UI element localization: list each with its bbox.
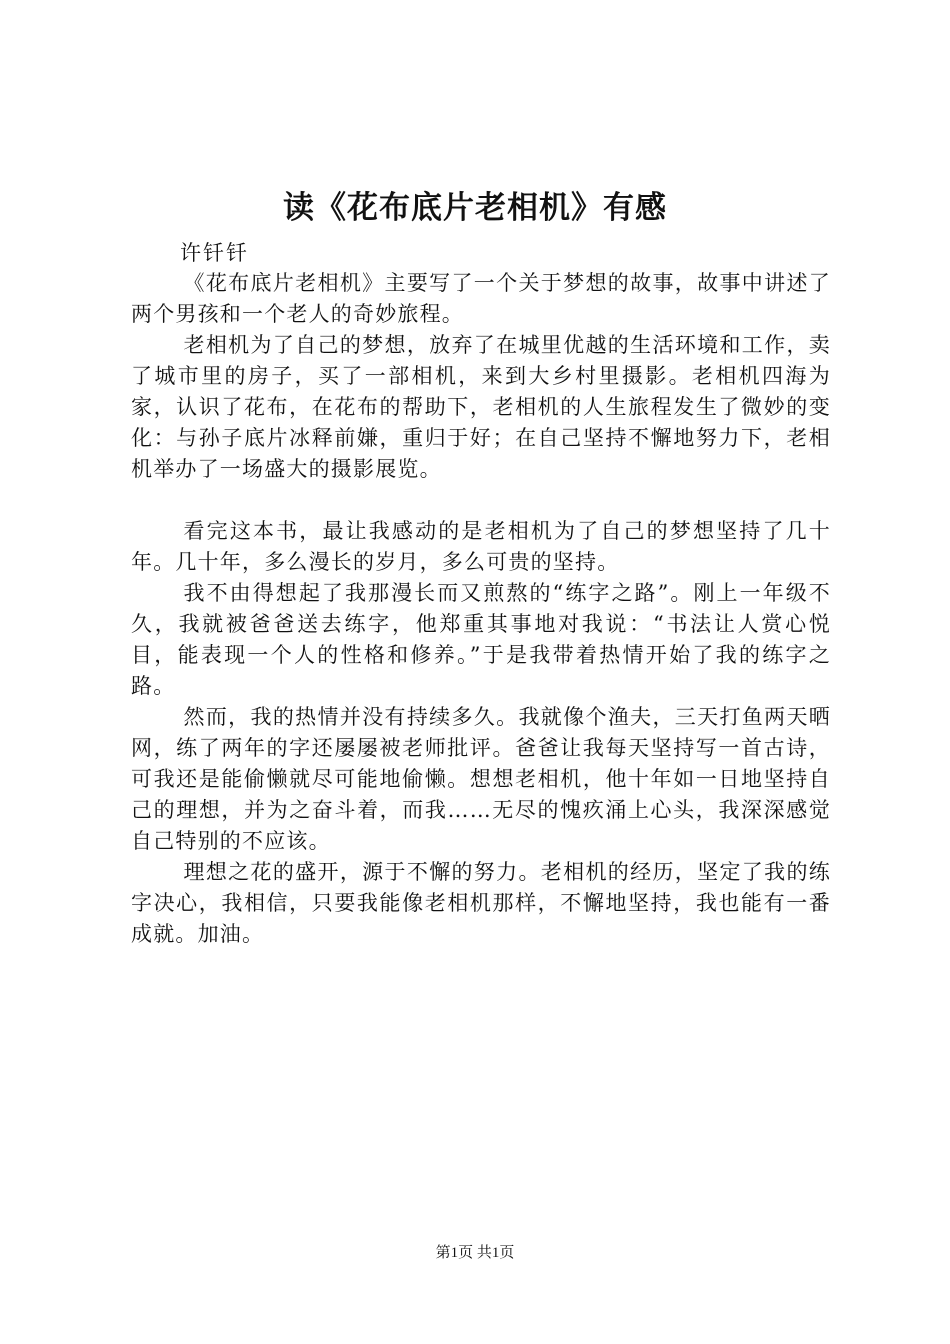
page-footer: 第1页 共1页 (435, 1245, 515, 1261)
author-name: 许钎钎 (180, 241, 249, 265)
document-body (131, 268, 831, 950)
paragraph: 看完这本书，最让我感动的是老相机为了自己的梦想坚持了几十年。几十年，多么漫长的岁月，多么可贵的坚持。 (131, 519, 831, 574)
paragraph: 然而，我的热情并没有持续多久。我就像个渔夫，三天打鱼两天晒网，练了两年的字还屡屡被老师批评。爸爸让我每天坚持写一首古诗，可我还是能偷懒就尽可能地偷懒。想想老相机，他十年如一日地坚持自己的理想，并为之奋斗着，而我……无尽的愧疚涌上心头，我深深感觉自己特别的不应该。 (131, 705, 831, 853)
document-title: 读《花布底片老相机》有感 (283, 190, 667, 226)
paragraph: 老相机为了自己的梦想，放弃了在城里优越的生活环境和工作，卖了城市里的房子，买了一部相机，来到大乡村里摄影。老相机四海为家，认识了花布，在花布的帮助下，老相机的人生旅程发生了微妙的变化：与孙子底片冰释前嫌，重归于好；在自己坚持不懈地努力下，老相机举办了一场盛大的摄影展览。 (131, 333, 831, 481)
paragraph: 理想之花的盛开，源于不懈的努力。老相机的经历，坚定了我的练字决心，我相信，只要我能像老相机那样，不懈地坚持，我也能有一番成就。加油。 (131, 860, 831, 946)
paragraph: 我不由得想起了我那漫长而又煎熬的“练字之路”。刚上一年级不久，我就被爸爸送去练字，他郑重其事地对我说：“书法让人赏心悦目，能表现一个人的性格和修养。”于是我带着热情开始了我的练字之路。 (131, 581, 831, 698)
paragraph: 《花布底片老相机》主要写了一个关于梦想的故事，故事中讲述了两个男孩和一个老人的奇妙旅程。 (131, 271, 831, 326)
